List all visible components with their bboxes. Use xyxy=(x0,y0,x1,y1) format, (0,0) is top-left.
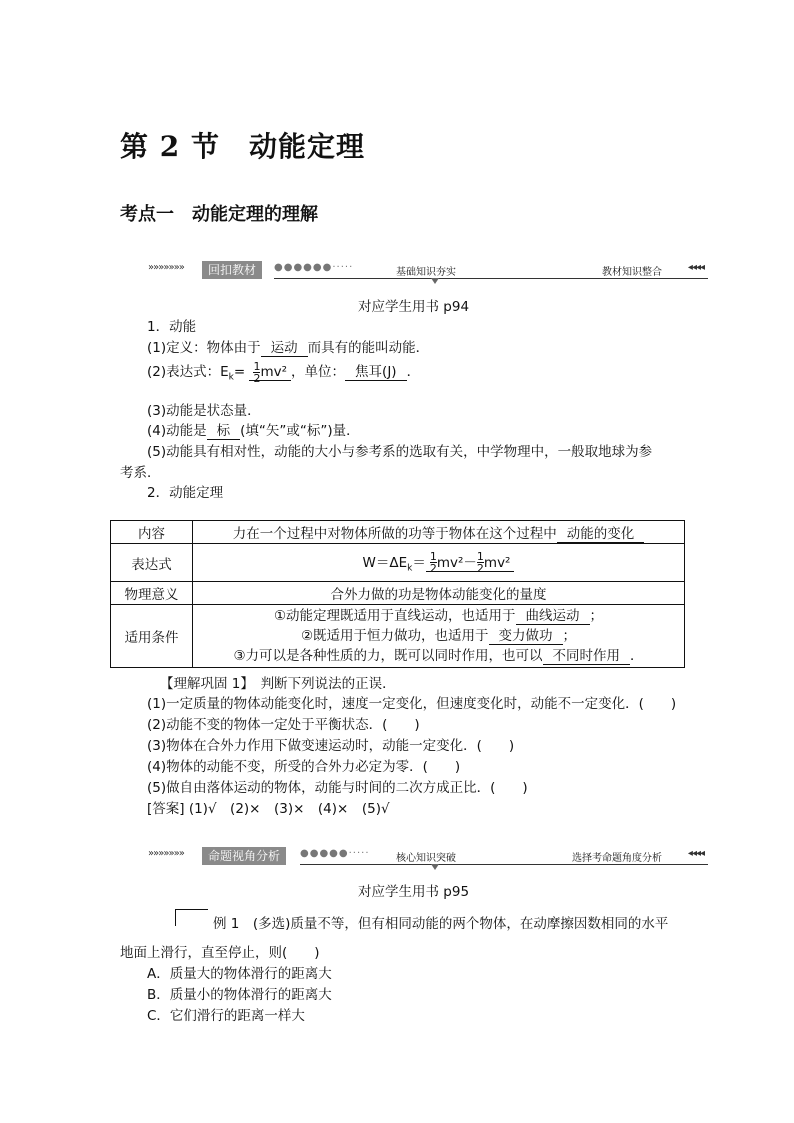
text: － xyxy=(463,554,477,571)
banner-dots-icon: ●●●●●●····· xyxy=(274,262,354,273)
denominator: 2 xyxy=(476,562,484,576)
table-key: 内容 xyxy=(111,521,193,544)
table-value xyxy=(193,544,685,582)
subscript: k xyxy=(407,563,413,574)
option-b: B．质量小的物体滑行的距离大 xyxy=(147,987,332,1003)
table-row xyxy=(111,582,685,605)
banner-pointer-icon xyxy=(431,864,439,870)
banner-dots-icon: ●●●●●····· xyxy=(300,848,370,859)
text: (1)定义：物体由于 xyxy=(147,340,261,356)
condition-3 xyxy=(197,646,680,666)
text: ②既适用于恒力做功，也适用于 xyxy=(300,628,489,644)
answer-blank: 变力做功 xyxy=(489,628,563,645)
text: mv² xyxy=(483,554,511,571)
relativity-line-2: 考系． xyxy=(120,465,161,481)
text: mv² xyxy=(436,554,464,571)
banner-right-label: 教材知识整合 xyxy=(602,267,662,278)
section-heading: 考点一 动能定理的理解 xyxy=(120,204,318,225)
text: 力在一个过程中对物体所做的功等于物体在这个过程中 xyxy=(232,526,557,542)
definition-line xyxy=(147,336,429,356)
subheading-kinetic-energy: 1．动能 xyxy=(147,319,197,335)
text: ． xyxy=(630,648,644,664)
banner-tag: 命题视角分析 xyxy=(202,847,286,865)
book-reference: 对应学生用书 p94 xyxy=(358,299,470,315)
question-3: (3)物体在合外力作用下做变速运动时，动能一定变化．( ) xyxy=(147,738,515,754)
answer-blank: 动能的变化 xyxy=(557,526,645,543)
answer-blank xyxy=(249,359,291,385)
table-row xyxy=(111,544,685,582)
example-line-2: 地面上滑行，直至停止，则( ) xyxy=(120,945,320,961)
book-reference: 对应学生用书 p95 xyxy=(358,884,470,900)
question-5: (5)做自由落体运动的物体，动能与时间的二次方成正比．( ) xyxy=(147,780,528,796)
subheading-theorem: 2．动能定理 xyxy=(147,485,224,501)
text: 而具有的能叫动能． xyxy=(307,340,430,356)
example-marker-icon xyxy=(175,909,208,926)
text: ； xyxy=(562,628,577,644)
condition-1 xyxy=(197,606,680,626)
numerator: 1 xyxy=(253,359,261,373)
table-value xyxy=(193,605,685,668)
table-value: 合外力做的功是物体动能变化的量度 xyxy=(193,582,685,605)
banner-arrows-icon: »»»»»»» xyxy=(148,262,184,273)
table-value xyxy=(193,521,685,544)
table-row xyxy=(111,521,685,544)
fraction xyxy=(430,551,437,574)
expression-line xyxy=(147,360,420,384)
condition-2 xyxy=(197,626,680,646)
answer-blank: 曲线运动 xyxy=(516,608,590,625)
text: ＝ xyxy=(412,554,426,571)
table-key: 物理意义 xyxy=(111,582,193,605)
banner-arrows-icon: »»»»»»» xyxy=(148,848,184,859)
banner-right-arrows-icon: ◂◂◂◂ xyxy=(687,262,704,273)
answer-blank: 不同时作用 xyxy=(543,648,631,665)
banner-center-label: 基础知识夯实 xyxy=(396,267,456,278)
question-4: (4)物体的动能不变，所受的合外力必定为零．( ) xyxy=(147,759,461,775)
banner-rule xyxy=(300,864,708,865)
numerator: 1 xyxy=(476,550,484,564)
banner-right-arrows-icon: ◂◂◂◂ xyxy=(687,848,704,859)
banner-pointer-icon xyxy=(431,278,439,284)
table-key: 适用条件 xyxy=(111,605,193,668)
question-1: (1)一定质量的物体动能变化时，速度一定变化，但速度变化时，动能不一定变化．( ) xyxy=(147,696,677,712)
answer-line: [答案] (1)√ (2)× (3)× (4)× (5)√ xyxy=(147,801,390,817)
text: ，单位： xyxy=(291,364,346,380)
table-key: 表达式 xyxy=(111,544,193,582)
text: = xyxy=(233,364,246,380)
banner-tag: 回扣教材 xyxy=(202,261,262,279)
text: mv² xyxy=(260,364,288,380)
text: ①动能定理既适用于直线运动，也适用于 xyxy=(273,608,516,624)
text: (填“矢”或“标”)量． xyxy=(240,423,360,439)
banner-right-label: 选择考命题角度分析 xyxy=(572,853,662,864)
numerator: 1 xyxy=(429,550,437,564)
banner-rule xyxy=(274,278,708,279)
denominator: 2 xyxy=(253,371,261,385)
section-banner-review xyxy=(148,260,708,282)
practice-heading: 【理解巩固 1】 判断下列说法的正误． xyxy=(160,676,396,692)
text: (2)表达式：E xyxy=(147,364,229,380)
state-line: (3)动能是状态量． xyxy=(147,403,261,419)
text: ； xyxy=(589,608,604,624)
text: ． xyxy=(406,364,421,380)
page-title: 第 2 节 动能定理 xyxy=(120,130,365,163)
denominator: 2 xyxy=(429,562,437,576)
scalar-line xyxy=(147,419,360,439)
relativity-line: (5)动能具有相对性，动能的大小与参考系的选取有关，中学物理中，一般取地球为参 xyxy=(147,444,653,460)
answer-blank: 标 xyxy=(207,423,241,440)
example-line-1: 例 1 (多选)质量不等，但有相同动能的两个物体，在动摩擦因数相同的水平 xyxy=(213,916,669,932)
answer-blank xyxy=(426,550,515,576)
question-2: (2)动能不变的物体一定处于平衡状态．( ) xyxy=(147,717,420,733)
table-row xyxy=(111,605,685,668)
answer-blank: 焦耳(J) xyxy=(345,364,407,381)
option-c: C．它们滑行的距离一样大 xyxy=(147,1008,305,1024)
text: (4)动能是 xyxy=(147,423,207,439)
fraction xyxy=(477,551,484,574)
subscript: k xyxy=(228,372,234,383)
banner-center-label: 核心知识突破 xyxy=(396,853,456,864)
section-banner-analysis xyxy=(148,846,708,868)
text: W＝ΔE xyxy=(362,554,408,571)
option-a: A．质量大的物体滑行的距离大 xyxy=(147,966,332,982)
text: ③力可以是各种性质的力，既可以同时作用，也可以 xyxy=(233,648,543,664)
answer-blank: 运动 xyxy=(261,340,308,357)
theorem-table xyxy=(110,520,685,668)
